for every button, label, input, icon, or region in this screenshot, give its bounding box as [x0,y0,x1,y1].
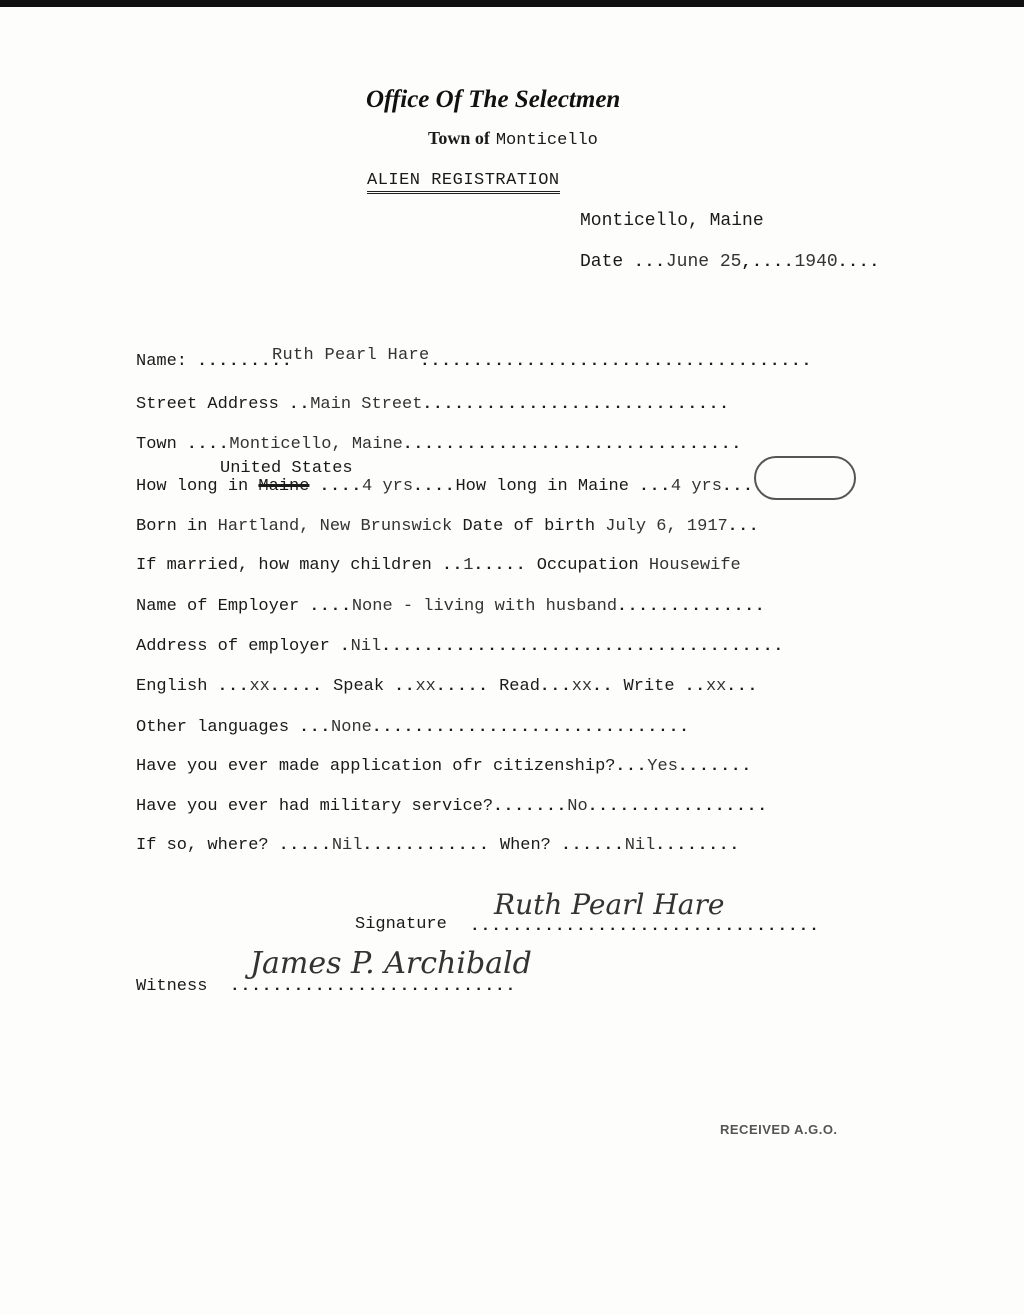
where-label: If so, where? [136,836,269,855]
employer-address-value: Nil [350,637,382,656]
witness-label: Witness [136,977,208,996]
street-row: Street Address ..Main Street............................. [136,395,730,414]
how-long-value: 4 yrs [362,477,414,496]
when-value: Nil [624,836,656,855]
name-dots: ..................................... [420,352,813,370]
write-label: Write [623,677,675,696]
citizenship-value: Yes [647,757,678,776]
citizenship-row: Have you ever made application ofr citizenship?...Yes....... [136,757,753,776]
children-label: If married, how many children [136,556,432,575]
signature-dots: ................................. [470,917,820,935]
other-languages-row: Other languages ...None.............................. [136,718,690,737]
children-value: 1 [463,556,474,575]
employer-address-label: Address of employer [136,637,330,656]
speak-value: xx [415,677,436,696]
street-value: Main Street [310,395,423,414]
employer-address-row: Address of employer .Nil...................................... [136,637,785,656]
witness-signature: James P. Archibald [250,946,532,981]
children-row: If married, how many children ..1..... Occupation Housewife [136,556,741,575]
town-prefix: Town of [428,128,490,148]
born-value: Hartland, New Brunswick [217,517,453,536]
street-label: Street Address [136,395,279,414]
town-line [428,128,598,150]
born-label: Born in [136,517,208,536]
how-long-row: How long in Maine ....4 yrs....How long in Maine ...4 yrs... [136,477,754,496]
how-long-struck: Maine [258,477,310,496]
where-value: Nil [331,836,363,855]
date-value: June 25 [665,252,742,272]
place-line: Monticello, Maine [580,211,764,231]
english-row: English ...xx..... Speak ..xx..... Read...xx.. Write ..xx... [136,677,759,696]
how-long-maine-label: How long in Maine [455,477,629,496]
english-label: English [136,677,208,696]
military-value: No [567,797,588,816]
name-row: Name: ......... [136,352,293,371]
date-label: Date [580,252,624,272]
military-row: Have you ever had military service?.......No................. [136,797,768,816]
name-label: Name: [136,352,188,371]
how-long-maine-value: 4 yrs [670,477,722,496]
witness-dots: ........................... [230,977,517,995]
occupation-label: Occupation [536,556,639,575]
employer-label: Name of Employer [136,597,300,616]
name-value: Ruth Pearl Hare [272,346,430,365]
town-label: Town [136,435,177,454]
speak-label: Speak [333,677,385,696]
other-languages-label: Other languages [136,718,290,737]
read-label: Read [499,677,540,696]
form-title: ALIEN REGISTRATION [367,171,560,194]
english-value: xx [249,677,270,696]
dob-label: Date of birth [462,517,596,536]
page-top-border [0,0,1024,7]
town-name: Monticello [495,131,598,150]
circle-annotation [754,456,856,500]
how-long-label: How long in [136,477,249,496]
citizenship-label: Have you ever made application ofr citizenship? [136,757,616,776]
write-value: xx [705,677,727,696]
when-label: When? [499,836,551,855]
where-row: If so, where? .....Nil............ When? ......Nil........ [136,836,741,855]
signature-value: Ruth Pearl Hare [494,888,725,921]
town-value: Monticello, Maine [229,435,403,454]
military-label: Have you ever had military service? [136,797,494,816]
date-year: 1940 [794,252,838,272]
signature-label: Signature [355,915,447,934]
received-stamp: RECEIVED A.G.O. [720,1122,838,1137]
occupation-value: Housewife [648,556,741,575]
employer-row: Name of Employer ....None - living with husband.............. [136,597,766,616]
other-languages-value: None [331,718,372,737]
read-value: xx [571,677,593,696]
born-row: Born in Hartland, New Brunswick Date of birth July 6, 1917... [136,517,760,536]
date-line: Date ...June 25,....1940.... [580,252,881,272]
us-note: United States [220,459,353,478]
dob-value: July 6, 1917 [605,517,728,536]
office-title: Office Of The Selectmen [366,86,621,113]
town-row: Town ....Monticello, Maine................................ [136,435,743,454]
employer-value: None - living with husband [351,597,618,616]
